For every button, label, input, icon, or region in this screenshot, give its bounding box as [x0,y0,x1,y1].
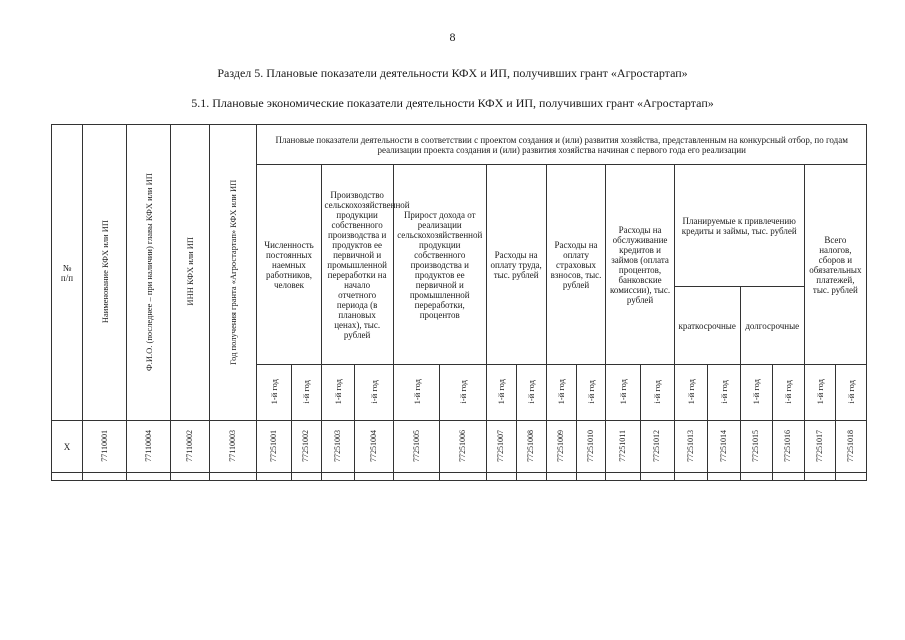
year-label: i-й год [291,365,321,421]
year-label: i-й год [440,365,486,421]
grant-year-header: Год получения гранта «Агростартап» КФХ или ИП [209,125,257,421]
indicator-headcount: Численность постоянных наемных работников, человек [257,165,321,365]
year-label: 1-й год [486,365,516,421]
year-label: i-й год [576,365,606,421]
code-cell: 77251003 [321,421,354,473]
code-cell: 77251005 [393,421,439,473]
year-label: 1-й год [257,365,291,421]
year-label: i-й год [516,365,546,421]
year-label: 1-й год [740,365,772,421]
indicator-wages: Расходы на оплату труда, тыс. рублей [486,165,546,365]
indicator-income-growth: Прирост дохода от реализации сельскохозяйственной продукции собственного производства и продуктов ее первичной и промышленной переработки, процентов [393,165,486,365]
code-cell: 77251011 [606,421,640,473]
row-marker: Х [52,421,83,473]
year-label: 1-й год [606,365,640,421]
code-cell: 77110002 [170,421,209,473]
empty-row [52,473,867,481]
year-label: i-й год [772,365,804,421]
long-term-loans: долгосрочные [740,287,804,365]
year-label: i-й год [640,365,674,421]
year-label: i-й год [835,365,866,421]
code-cell: 77110003 [209,421,257,473]
year-label: 1-й год [674,365,707,421]
year-label: 1-й год [393,365,439,421]
indicator-production: Производство сельскохозяйственной продукции собственного производства и продуктов ее первичной и промышленной переработки на начало отчетного периода (в плановых ценах), тыс. рублей [321,165,393,365]
section-title: Раздел 5. Плановые показатели деятельности КФХ и ИП, получивших грант «Агростартап» [217,66,688,80]
code-cell: 77110001 [82,421,126,473]
year-label: 1-й год [321,365,354,421]
code-cell: 77251017 [804,421,835,473]
indicator-insurance: Расходы на оплату страховых взносов, тыс. рублей [546,165,606,365]
code-cell: 77251002 [291,421,321,473]
code-cell: 77251008 [516,421,546,473]
year-label: 1-й год [804,365,835,421]
name-header: Наименование КФХ или ИП [82,125,126,421]
code-cell: 77251018 [835,421,866,473]
code-cell: 77251001 [257,421,291,473]
code-cell: 77251013 [674,421,707,473]
indicators-table [51,124,867,481]
year-label: 1-й год [546,365,576,421]
code-cell: 77251006 [440,421,486,473]
number-header: № п/п [52,125,83,421]
fio-header: Ф.И.О. (последнее – при наличии) главы КФХ или ИП [127,125,170,421]
page-number: 8 [449,30,456,44]
code-cell: 77251010 [576,421,606,473]
indicator-loan-servicing: Расходы на обслуживание кредитов и займов (оплата процентов, банковские комиссии), тыс. рублей [606,165,674,365]
code-cell: 77251014 [707,421,740,473]
indicator-taxes: Всего налогов, сборов и обязательных платежей, тыс. рублей [804,165,866,365]
subsection-title: 5.1. Плановые экономические показатели деятельности КФХ и ИП, получивших грант «Агростартап» [191,96,714,110]
code-cell: 77251016 [772,421,804,473]
year-label: i-й год [707,365,740,421]
year-label: i-й год [354,365,393,421]
inn-header: ИНН КФХ или ИП [170,125,209,421]
code-cell: 77110004 [127,421,170,473]
code-cell: 77251004 [354,421,393,473]
short-term-loans: краткосрочные [674,287,740,365]
group-header: Плановые показатели деятельности в соответствии с проектом создания и (или) развития хозяйства, представленным на конкурсный отбор, по годам реализации проекта создания и (или) развития хозяйства начиная с первого года его реализации [257,125,867,165]
indicator-planned-loans: Планируемые к привлечению кредиты и займы, тыс. рублей [674,165,804,287]
code-cell: 77251015 [740,421,772,473]
code-cell: 77251009 [546,421,576,473]
code-cell: 77251012 [640,421,674,473]
code-cell: 77251007 [486,421,516,473]
